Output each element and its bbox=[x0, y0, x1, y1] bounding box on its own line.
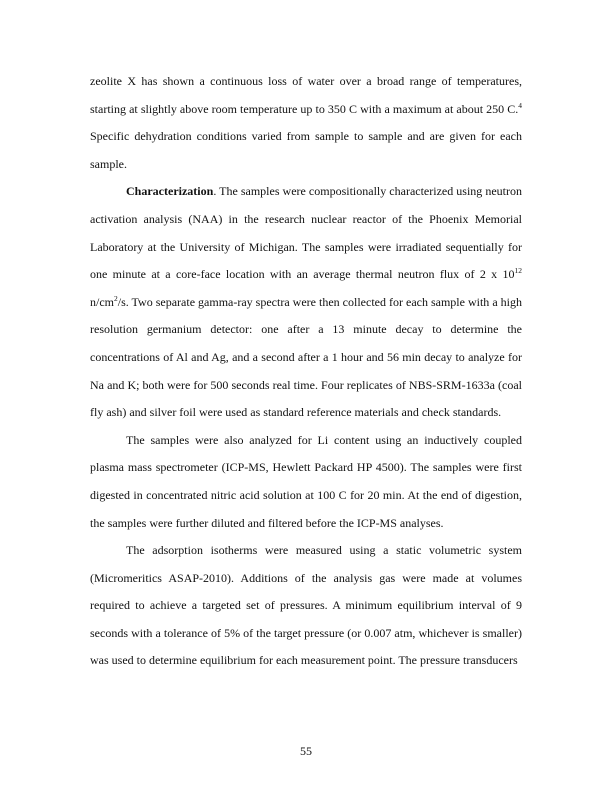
paragraph-characterization bbox=[90, 178, 522, 426]
exponent-superscript: 12 bbox=[514, 266, 522, 276]
text-run: Specific dehydration conditions varied from sample to sample and are given for each sample. bbox=[90, 129, 522, 171]
exponent-superscript: 2 bbox=[114, 293, 118, 303]
body-text bbox=[90, 68, 522, 675]
paragraph-isotherms: The adsorption isotherms were measured using a static volumetric system (Micromeritics ASAP-2010). Additions of the analysis gas were made at volumes required to achieve a targeted set of pressures. A minimum equilibrium interval of 9 seconds with a tolerance of 5% of the target pressure (or 0.007 atm, whichever is smaller) was used to determine equilibrium for each measurement point. The pressure transducers bbox=[90, 543, 522, 668]
paragraph-dehydration bbox=[90, 68, 522, 178]
text-run: n/cm bbox=[90, 294, 114, 309]
citation-superscript: 4 bbox=[518, 100, 522, 110]
section-heading: Characterization bbox=[126, 184, 214, 199]
heading-punctuation: . bbox=[213, 184, 217, 199]
text-run: /s. Two separate gamma-ray spectra were then collected for each sample with a high resolution germanium detector: one after a 13 minute decay to determine the concentrations of Al and Ag, and a second after a 1 hour and 56 min decay to analyze for Na and K; both were for 500 seconds real time. Four replicates of NBS-SRM-1633a (coal fly ash) and silver foil were used as standard reference materials and check standards. bbox=[90, 294, 522, 420]
page-number: 55 bbox=[300, 744, 312, 758]
paragraph-icpms: The samples were also analyzed for Li content using an inductively coupled plasma mass spectrometer (ICP-MS, Hewlett Packard HP 4500). The samples were first digested in concentrated nitric acid solution at 100 C for 20 min. At the end of digestion, the samples were further diluted and filtered before the ICP-MS analyses. bbox=[90, 432, 522, 530]
text-run: The samples were compositionally characterized using neutron activation analysis (NAA) in the research nuclear reactor of the Phoenix Memorial Laboratory at the University of Michigan. The samples were irradiated sequentially for one minute at a core-face location with an average thermal neutron flux of 2 x 10 bbox=[90, 184, 522, 282]
text-run: zeolite X has shown a continuous loss of water over a broad range of temperatures, starting at slightly above room temperature up to 350 C with a maximum at about 250 C. bbox=[90, 74, 522, 116]
